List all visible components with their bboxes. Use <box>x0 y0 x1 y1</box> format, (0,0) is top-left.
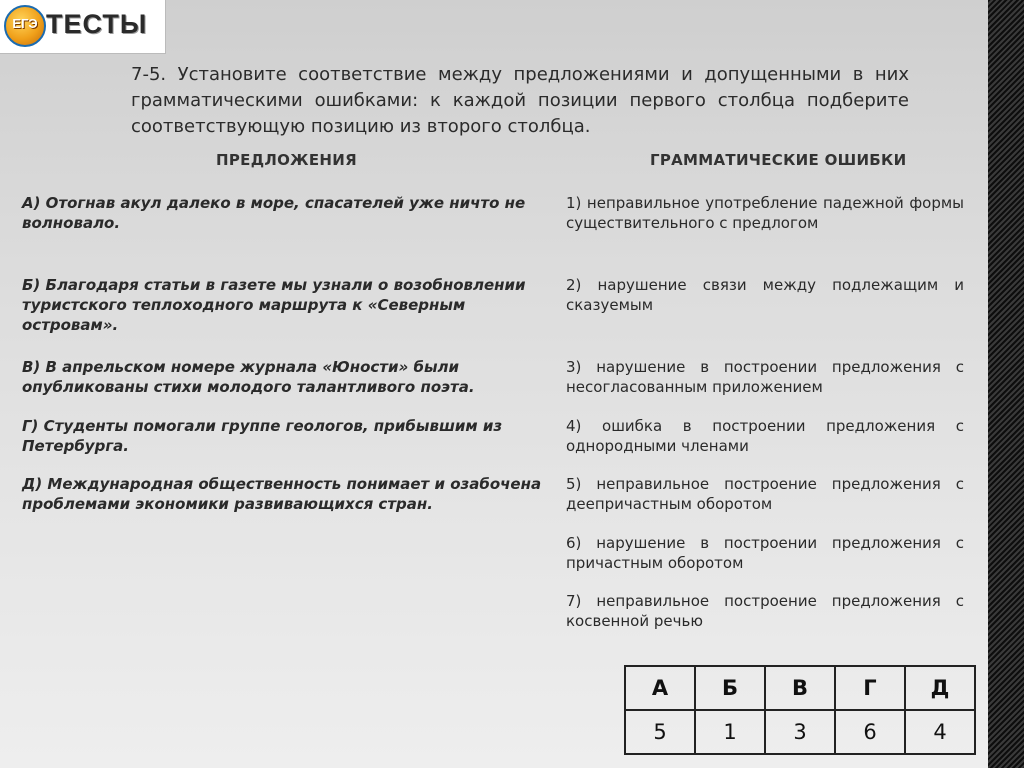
answer-table <box>624 665 976 755</box>
answer-letter: Д <box>905 666 975 710</box>
answer-numbers-row <box>625 710 975 754</box>
answer-letter: В <box>765 666 835 710</box>
logo-badge-icon <box>4 5 46 47</box>
answer-number: 6 <box>835 710 905 754</box>
answer-letters-row <box>625 666 975 710</box>
decorative-strip <box>988 0 1024 768</box>
logo-badge-text: ЕГЭ <box>12 16 38 31</box>
logo <box>0 0 166 54</box>
answer-number: 1 <box>695 710 765 754</box>
error-5: 5) неправильное построение предложения с деепричастным оборотом <box>566 475 964 513</box>
answer-letter: Б <box>695 666 765 710</box>
error-1: 1) неправильное употребление падежной формы существительного с предлогом <box>566 194 964 232</box>
error-3: 3) нарушение в построении предложения с несогласованным приложением <box>566 358 964 396</box>
answer-number: 4 <box>905 710 975 754</box>
error-6: 6) нарушение в построении предложения с причастным оборотом <box>566 534 964 572</box>
sentence-a: А) Отогнав акул далеко в море, спасателей уже ничто не волновало. <box>22 194 526 232</box>
error-4: 4) ошибка в построении предложения с однородными членами <box>566 417 964 455</box>
error-7: 7) неправильное построение предложения с косвенной речью <box>566 592 964 630</box>
errors-header: ГРАММАТИЧЕСКИЕ ОШИБКИ <box>650 151 907 169</box>
answer-letter: Г <box>835 666 905 710</box>
error-2: 2) нарушение связи между подлежащим и сказуемым <box>566 276 964 314</box>
sentence-d: Д) Международная общественность понимает и озабочена проблемами экономики развивающихся стран. <box>22 475 542 513</box>
answer-number: 5 <box>625 710 695 754</box>
answer-number: 3 <box>765 710 835 754</box>
sentence-g: Г) Студенты помогали группе геологов, прибывшим из Петербурга. <box>22 417 503 455</box>
sentence-b: Б) Благодаря статьи в газете мы узнали о возобновлении туристского теплоходного маршрута к «Северным островам». <box>22 276 526 334</box>
answer-letter: А <box>625 666 695 710</box>
task-instruction: 7-5. Установите соответствие между предложениями и допущенными в них грамматическими ошибками: к каждой позиции первого столбца подберите соответствующую позицию из второго столбца. <box>131 64 909 137</box>
sentence-v: В) В апрельском номере журнала «Юности» были опубликованы стихи молодого талантливого поэта. <box>22 358 475 396</box>
sentences-header: ПРЕДЛОЖЕНИЯ <box>216 151 357 169</box>
logo-text: ТЕСТЫ <box>46 9 148 39</box>
